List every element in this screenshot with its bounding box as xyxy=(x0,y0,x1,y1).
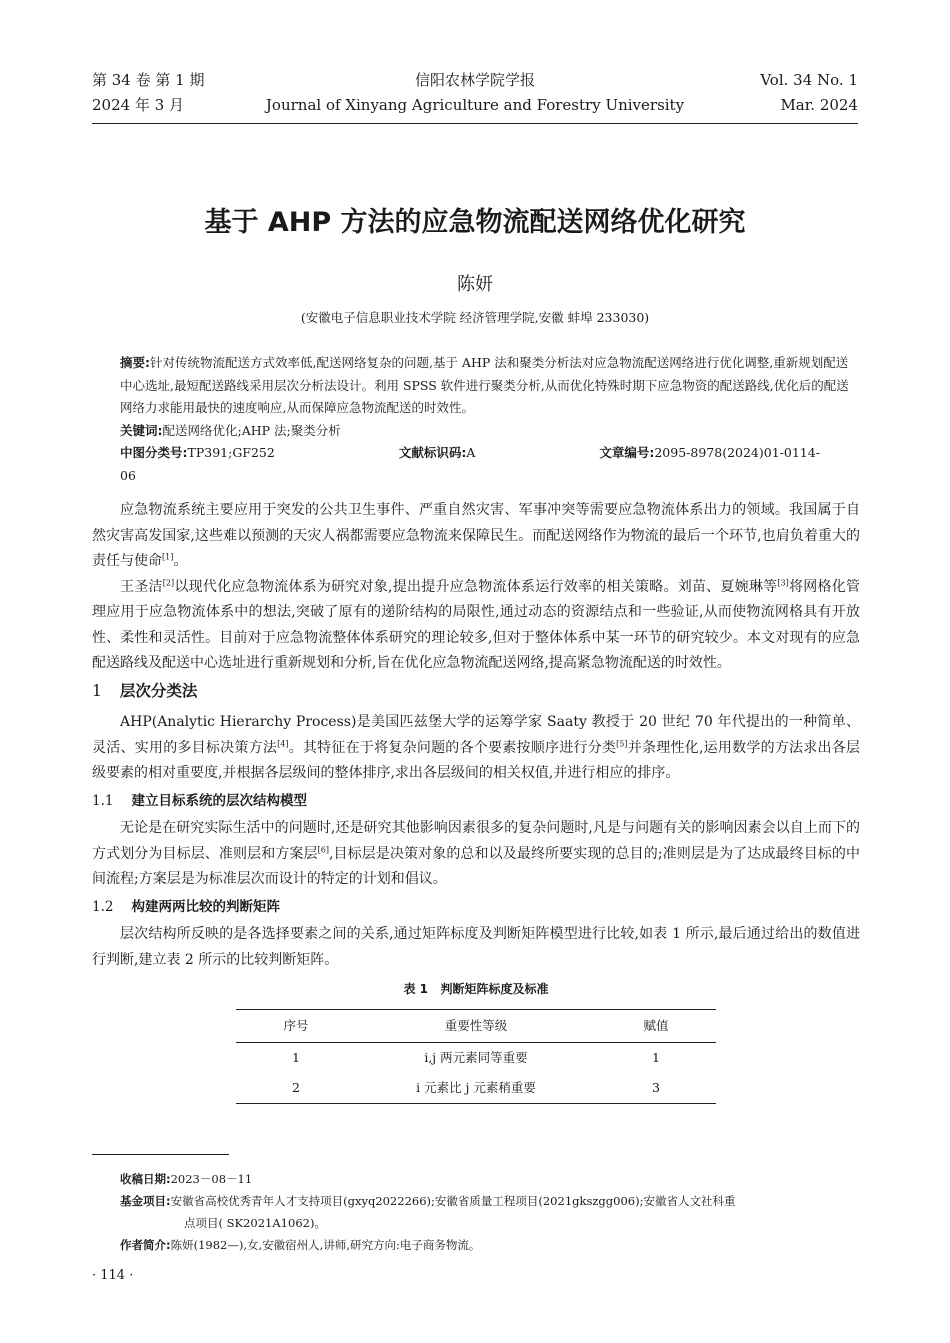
article-no-field: 文章编号:2095-8978(2024)01-0114-06 xyxy=(120,445,820,483)
section1-1-paragraph: 无论是在研究实际生活中的问题时,还是研究其他影响因素很多的复杂问题时,凡是与问题有关的影响因素会以自上而下的方式划分为目标层、准则层和方案层[6],目标层是决策对象的总和以及最终所要实现的总目的;准则层是为了达成最终目标的中间流程;方案层是为标准层次而设计的特定的计划和倡议。 xyxy=(92,820,860,887)
keywords-label: 关键词: xyxy=(120,422,163,438)
citation-ref: [4] xyxy=(277,738,289,748)
table-row xyxy=(236,1073,716,1104)
keywords-line xyxy=(120,420,860,443)
header-issue: Vol. 34 No. 1 Mar. 2024 xyxy=(760,71,858,114)
table-header-cell: 赋值 xyxy=(596,1009,716,1042)
abstract-label: 摘要: xyxy=(120,355,150,370)
footnotes xyxy=(120,1168,860,1256)
table-cell: 1 xyxy=(652,1049,660,1065)
author-bio: 作者简介:陈妍(1982—),女,安徽宿州人,讲师,研究方向:电子商务物流。 xyxy=(120,1238,481,1252)
clc-field: 中图分类号:TP391;GF252 xyxy=(120,445,275,460)
header-journal: 信阳农林学院学报 Journal of Xinyang Agriculture and Forestry University xyxy=(265,71,685,114)
keywords-text: 配送网络优化;AHP 法;聚类分析 xyxy=(162,422,341,438)
intro-paragraph-2: 王圣洁[2]以现代化应急物流体系为研究对象,提出提升应急物流体系运行效率的相关策略。刘苗、夏婉琳等[3]将网格化管理应用于应急物流体系中的想法,突破了原有的递阶结构的局限性,通过动态的资源结点和一些验证,从而使物流网格具有开放性、柔性和灵活性。目前对于应急物流整体体系研究的理论较多,但对于整体体系中某一环节的研究较少。本文对现有的应急配送路线及配送中心选址进行重新规划和分析,旨在优化应急物流配送网络,提高紧急物流配送的时效性。 xyxy=(92,577,861,671)
table-cell: i 元素比 j 元素稍重要 xyxy=(356,1073,596,1104)
abstract-text: 针对传统物流配送方式效率低,配送网络复杂的问题,基于 AHP 法和聚类分析法对应急物流配送网络进行优化调整,重新规划配送中心选址,最短配送路线采用层次分析法设计。利用 SPSS 软件进行聚类分析,从而优化特殊时期下应急物资的配送路线,优化后的配送网络力求能用最快的速度响应,从而保障应急物流配送的时效性。 xyxy=(120,355,849,415)
body-text xyxy=(92,498,860,1104)
citation-ref: [3] xyxy=(777,577,789,587)
citation-ref: [6] xyxy=(317,844,329,854)
section-heading-1: 1 层次分类法 xyxy=(92,681,198,700)
page-number: · 114 · xyxy=(92,1268,134,1283)
header-volume: 第 34 卷 第 1 期 2024 年 3 月 xyxy=(92,71,205,114)
table-caption: 表 1 判断矩阵标度及标准 xyxy=(403,982,549,996)
intro-paragraph-1: 应急物流系统主要应用于突发的公共卫生事件、严重自然灾害、军事冲突等需要应急物流体系出力的领域。我国属于自然灾害高发国家,这些难以预测的天灾人祸都需要应急物流来保障民生。而配送网络作为物流的最后一个环节,也肩负着重大的责任与使命[1]。 xyxy=(92,502,860,569)
section-heading-1-1: 1.1 建立目标系统的层次结构模型 xyxy=(92,792,307,809)
affiliation: (安徽电子信息职业技术学院 经济管理学院,安徽 蚌埠 233030) xyxy=(300,310,650,325)
table-header-cell: 重要性等级 xyxy=(356,1009,596,1042)
fund-info: 基金项目:安徽省高校优秀青年人才支持项目(gxyq2022266);安徽省质量工程项目(2021gkszgg006);安徽省人文社科重 xyxy=(120,1194,736,1208)
running-header xyxy=(92,68,858,118)
section1-2-paragraph: 层次结构所反映的是各选择要素之间的关系,通过矩阵标度及判断矩阵模型进行比较,如表 1 所示,最后通过给出的数值进行判断,建立表 2 所示的比较判断矩阵。 xyxy=(92,926,860,968)
section1-paragraph: AHP(Analytic Hierarchy Process)是美国匹兹堡大学的运筹学家 Saaty 教授于 20 世纪 70 年代提出的一种简单、灵活、实用的多目标决策方法[4]。其特征在于将复杂问题的各个要素按顺序进行分类[5]并条理性化,运用数学的方法求出各层级要素的相对重要度,并根据各层级间的整体排序,求出各层级间的相关权值,并进行相应的排序。 xyxy=(92,714,861,781)
citation-ref: [5] xyxy=(616,738,628,748)
table-cell: 2 xyxy=(236,1073,356,1104)
abstract-paragraph xyxy=(120,352,860,420)
paper-title: 基于 AHP 方法的应急物流配送网络优化研究 xyxy=(204,207,746,238)
table-cell: 3 xyxy=(596,1073,716,1104)
author-name: 陈妍 xyxy=(457,274,493,295)
citation-ref: [1] xyxy=(162,552,174,562)
table-row xyxy=(236,1042,716,1073)
doc-code-field: 文献标识码:A xyxy=(398,445,476,460)
section-heading-1-2: 1.2 构建两两比较的判断矩阵 xyxy=(92,898,280,915)
table-header-cell: 序号 xyxy=(236,1009,356,1042)
citation-ref: [2] xyxy=(162,577,175,587)
header-rule xyxy=(92,123,858,124)
classification-line xyxy=(120,442,860,487)
abstract-block xyxy=(120,352,860,487)
table-cell: 1 xyxy=(292,1049,300,1065)
received-date: 收稿日期:2023－08－11 xyxy=(120,1172,253,1186)
table-cell: i,j 两元素同等重要 xyxy=(424,1049,528,1065)
fund-info-cont: 点项目( SK2021A1062)。 xyxy=(184,1216,326,1230)
scale-table xyxy=(236,1009,716,1104)
table-header-row xyxy=(236,1009,716,1042)
footnote-rule xyxy=(92,1154,229,1155)
